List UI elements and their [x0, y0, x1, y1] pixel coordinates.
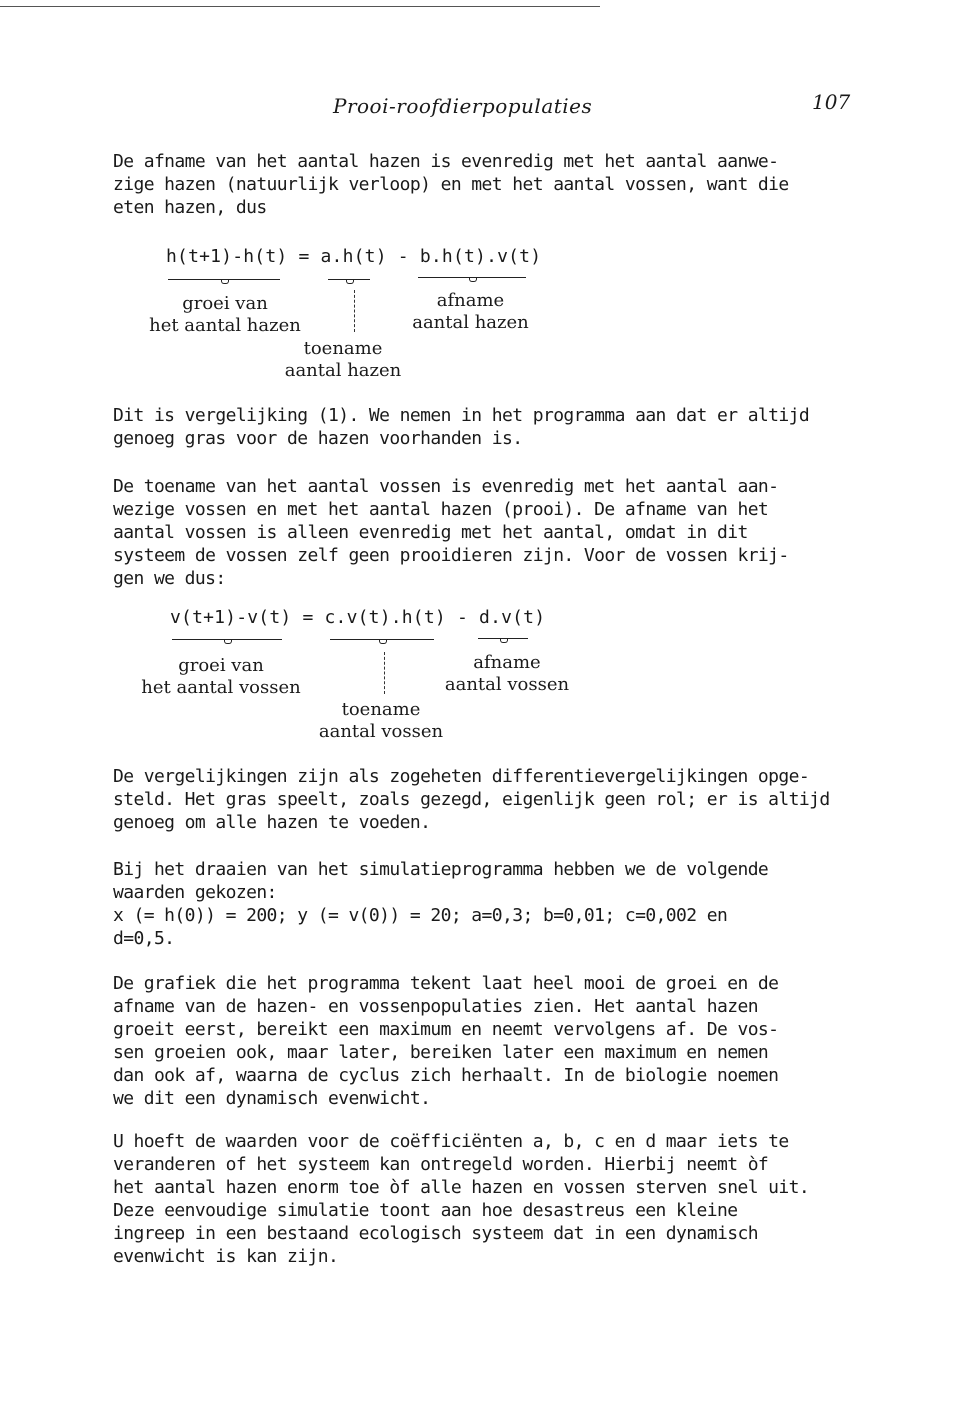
label-afname-vossen: afname aantal vossen [444, 652, 570, 695]
running-head: Prooi-roofdierpopulaties [333, 94, 593, 118]
paragraph-coefficienten: U hoeft de waarden voor de coëfficiënten a, b, c en d maar iets te veranderen of het systeem kan ontregeld worden. Hierbij neemt òf het aantal hazen enorm toe òf alle hazen en vossen sterven snel uit. Deze eenvoudige simulatie toont aan hoe desastreus een kleine ingreep in een bestaand ecologisch systeem dat in een dynamisch evenwicht is kan zijn. [113, 1131, 810, 1267]
label-afname-hazen: afname aantal hazen [412, 290, 529, 333]
label-toename-vossen: toename aantal vossen [318, 699, 444, 742]
brace-afname-hazen [418, 277, 526, 278]
paragraph-vergelijking-1: Dit is vergelijking (1). We nemen in het programma aan dat er altijd genoeg gras voor de hazen voorhanden is. [113, 405, 810, 449]
brace-afname-vossen [478, 638, 528, 639]
equation-hazen: h(t+1)-h(t) = a.h(t) - b.h(t).v(t) [166, 246, 542, 267]
brace-toename-hazen [328, 279, 370, 280]
brace-toename-vossen [330, 639, 434, 640]
paragraph-differentievergelijkingen: De vergelijkingen zijn als zogeheten differentievergelijkingen opge- steld. Het gras speelt, zoals gezegd, eigenlijk geen rol; er is altijd genoeg om alle hazen te voeden. [113, 766, 830, 833]
brace-groei-hazen [168, 279, 280, 280]
paragraph-hazen-afname: De afname van het aantal hazen is evenredig met het aantal aanwe- zige hazen (natuurlijk verloop) en met het aantal vossen, want die eten hazen, dus [113, 151, 789, 218]
label-groei-vossen: groei van het aantal vossen [141, 655, 301, 698]
connector-toename-hazen [354, 290, 355, 332]
brace-groei-vossen [172, 639, 282, 640]
paragraph-grafiek: De grafiek die het programma tekent laat heel mooi de groei en de afname van de hazen- en vossenpopulaties zien. Het aantal hazen groeit eerst, bereikt een maximum en neemt vervolgens af. De vos- sen groeien ook, maar later, bereiken later een maximum en nemen dan ook af, waarna de cyclus zich herhaalt. In de biologie noemen we dit een dynamisch evenwicht. [113, 973, 779, 1109]
connector-toename-vossen [384, 652, 385, 694]
top-rule [0, 6, 600, 7]
paragraph-vossen-toename: De toename van het aantal vossen is evenredig met het aantal aan- wezige vossen en met het aantal hazen (prooi). De afname van het aantal vossen is alleen evenredig met het aantal, omdat in dit systeem de vossen zelf geen prooidieren zijn. Voor de vossen krij- gen we dus: [113, 476, 789, 589]
equation-vossen: v(t+1)-v(t) = c.v(t).h(t) - d.v(t) [170, 607, 546, 628]
label-toename-hazen: toename aantal hazen [284, 338, 402, 381]
paragraph-waarden: Bij het draaien van het simulatieprogramma hebben we de volgende waarden gekozen: x (= h(0)) = 200; y (= v(0)) = 20; a=0,3; b=0,01; c=0,002 en d=0,5. [113, 859, 769, 949]
page-number: 107 [812, 90, 851, 114]
label-groei-hazen: groei van het aantal hazen [149, 293, 301, 336]
